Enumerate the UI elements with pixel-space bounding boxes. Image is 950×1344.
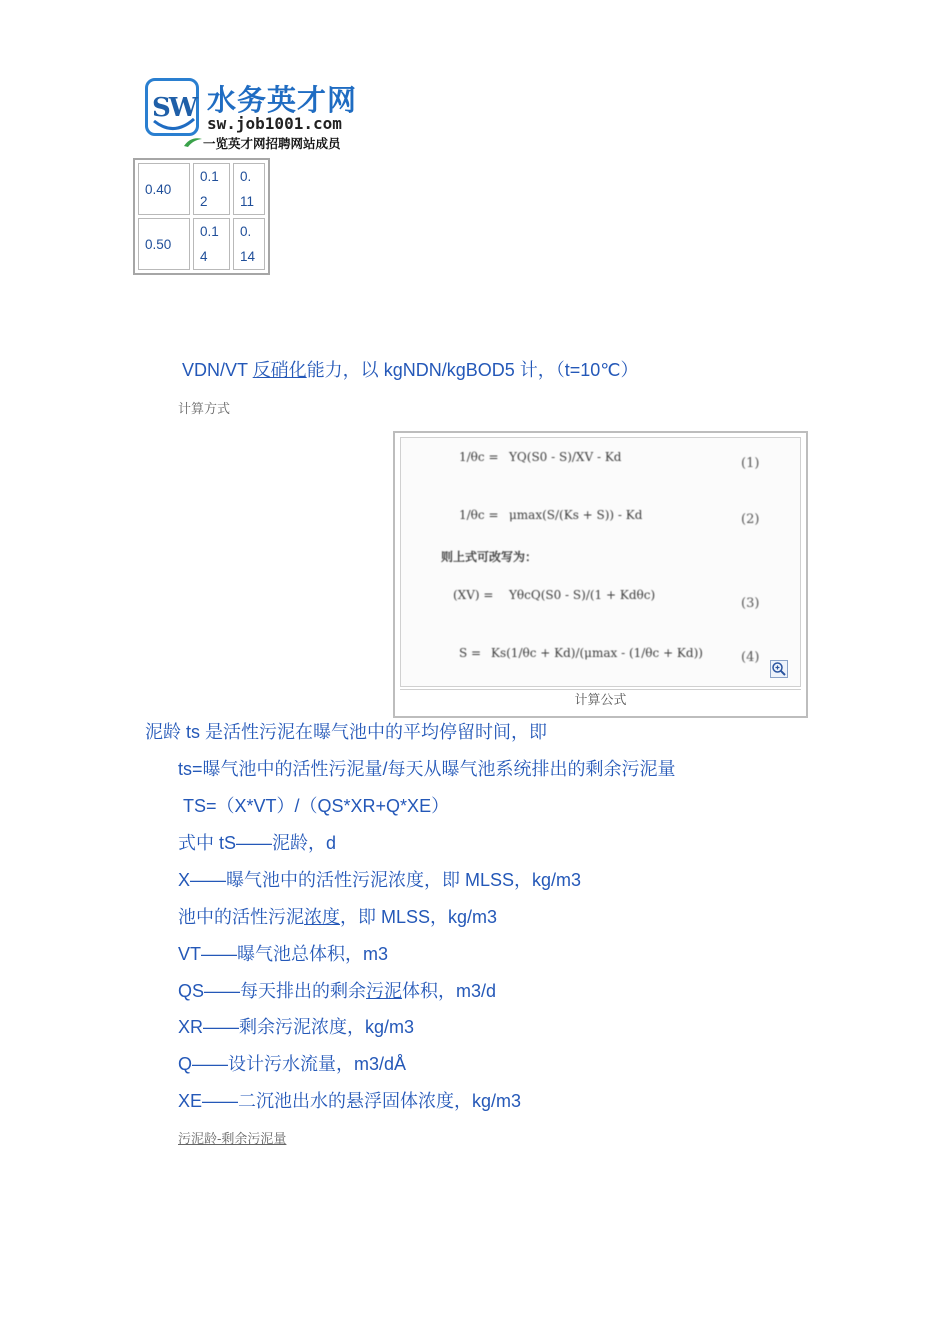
def-ts: 式中 tS——泥龄，d bbox=[178, 833, 337, 853]
table-cell: 0.12 bbox=[193, 163, 230, 215]
denitrification-link[interactable]: 反硝化 bbox=[252, 360, 307, 380]
logo-badge bbox=[145, 78, 199, 136]
zoom-in-icon[interactable] bbox=[770, 660, 788, 678]
def-xe: XE——二沉池出水的悬浮固体浓度，kg/m3 bbox=[178, 1091, 522, 1111]
def-qs-post: 体积，m3/d bbox=[402, 981, 497, 1001]
concentration-link[interactable]: 浓度 bbox=[304, 907, 340, 927]
def-q: Q——设计污水流量，m3/dÅ bbox=[178, 1054, 407, 1074]
def-vt: VT——曝气池总体积，m3 bbox=[178, 944, 389, 964]
formula-number: (1) bbox=[741, 456, 760, 471]
formula-rhs: Ks(1/θc + Kd)/(μmax - (1/θc + Kd)) bbox=[491, 646, 703, 660]
ratio-table bbox=[133, 158, 270, 275]
formula-number: (3) bbox=[741, 596, 760, 611]
formula-lhs: 1/θc = bbox=[459, 450, 499, 464]
def-mlss-post: ，即 MLSS，kg/m3 bbox=[340, 907, 498, 927]
formula-rhs: YθcQ(S0 - S)/(1 + Kdθc) bbox=[509, 588, 656, 602]
formula-rhs: YQ(S0 - S)/XV - Kd bbox=[509, 450, 622, 464]
vdn-capacity-line bbox=[182, 358, 638, 382]
formula-lhs: 1/θc = bbox=[459, 508, 499, 522]
formula-rhs: μmax(S/(Ks + S)) - Kd bbox=[509, 508, 643, 522]
formula-caption: 计算公式 bbox=[400, 689, 801, 712]
formula-lhs: (XV) = bbox=[453, 588, 494, 602]
calc-method-caption: 计算方式 bbox=[178, 402, 231, 417]
bottom-caption-link[interactable]: 污泥龄-剩余污泥量 bbox=[178, 1132, 287, 1147]
sludge-link[interactable]: 污泥 bbox=[366, 981, 403, 1001]
def-x: X——曝气池中的活性污泥浓度，即 MLSS，kg/m3 bbox=[178, 870, 582, 890]
def-mlss-pre: 池中的活性污泥 bbox=[178, 907, 304, 927]
table-cell: 0.50 bbox=[138, 218, 190, 270]
vdn-prefix: VDN/VT bbox=[182, 360, 253, 380]
site-logo bbox=[145, 76, 390, 156]
table-cell: 0.14 bbox=[193, 218, 230, 270]
sludge-age-formula-text: ts=曝气池中的活性污泥量/每天从曝气池系统排出的剩余污泥量 bbox=[178, 759, 676, 779]
logo-badge-text: SW bbox=[152, 93, 196, 123]
vdn-suffix: 能力，以 kgNDN/kgBOD5 计，（t=10℃） bbox=[306, 360, 639, 380]
def-qs bbox=[178, 979, 496, 1003]
formula-image[interactable] bbox=[400, 437, 801, 687]
table-row bbox=[138, 218, 265, 270]
def-qs-pre: QS——每天排出的剩余 bbox=[178, 981, 367, 1001]
logo-url: sw.job1001.com bbox=[207, 114, 342, 133]
def-mlss bbox=[178, 905, 497, 929]
def-xr: XR——剩余污泥浓度，kg/m3 bbox=[178, 1017, 415, 1037]
sludge-age-definition: 泥龄 ts 是活性污泥在曝气池中的平均停留时间，即 bbox=[145, 722, 548, 742]
table-row bbox=[138, 163, 265, 215]
table-cell: 0.11 bbox=[233, 163, 265, 215]
formula-lhs: S = bbox=[459, 646, 482, 660]
logo-name: 水务英才网 bbox=[207, 83, 358, 117]
leaf-icon bbox=[183, 136, 203, 148]
formula-number: (4) bbox=[741, 650, 760, 665]
formula-note: 则上式可改写为： bbox=[441, 550, 538, 564]
logo-slogan: 一览英才网招聘网站成员 bbox=[203, 136, 341, 151]
formula-number: (2) bbox=[741, 512, 760, 527]
ts-equation: TS=（X*VT）/（QS*XR+Q*XE） bbox=[183, 796, 450, 816]
logo-swoosh-icon bbox=[152, 117, 196, 133]
table-cell: 0.14 bbox=[233, 218, 265, 270]
table-cell: 0.40 bbox=[138, 163, 190, 215]
formula-figure bbox=[393, 431, 808, 718]
